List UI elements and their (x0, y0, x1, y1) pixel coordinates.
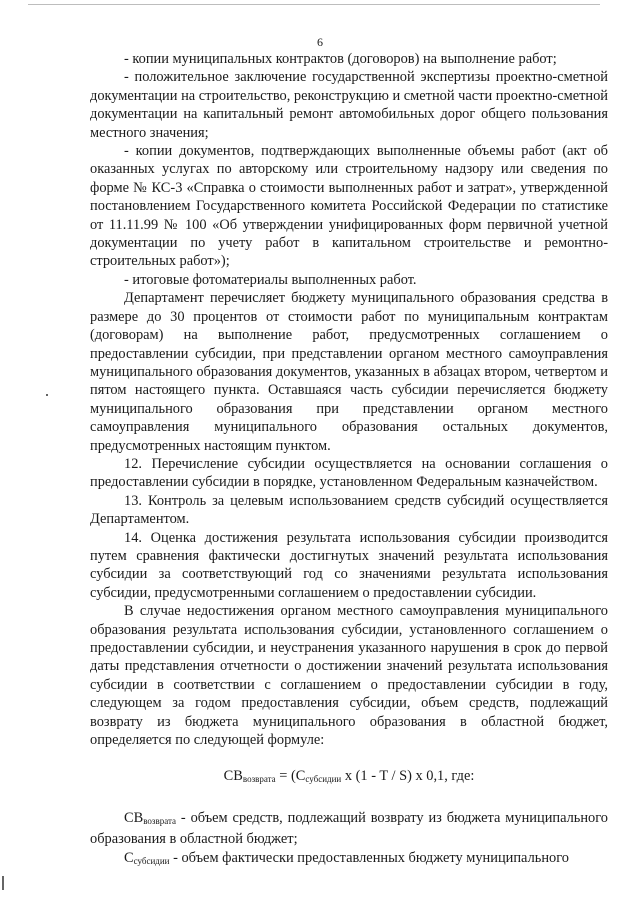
document-body (90, 50, 608, 870)
formula-lhs-sub: возврата (242, 774, 276, 785)
definition-c-subsidy (90, 849, 608, 870)
paragraph-expertise: - положительное заключение государственной экспертизы проектно-сметной документации на строительство, реконструкцию и сметной части проектно-сметной документации на капитальный ремонт автомобильных дорог общего пользования местного значения; (90, 69, 608, 141)
scan-margin-mark (2, 876, 4, 890)
refund-formula (90, 767, 608, 788)
paragraph-item-14: 14. Оценка достижения результата использования субсидии производится путем сравнения фактически достигнутых значений результата использования субсидии за соответствующий год со значениями результата использования субсидии, предусмотренными соглашением о предоставлении субсидии. (90, 529, 608, 601)
paragraph-department-transfer: Департамент перечисляет бюджету муниципального образования средства в размере до 30 процентов от стоимости работ по муниципальным контрактам (договорам) на выполнение работ, предусмотренных соглашением о предоставлении субсидии, при представлении органом местного самоуправления муниципального образования документов, указанных в абзацах втором, четвертом и пятом настоящего пункта. Оставшаяся часть субсидии перечисляется бюджету муниципального образования при представлении органом местного самоуправления муниципального образования остальных документов, предусмотренных настоящим пунктом. (90, 290, 608, 454)
paragraph-contract-copies: - копии муниципальных контрактов (договоров) на выполнение работ; (124, 51, 557, 67)
scan-edge-line (28, 4, 600, 6)
definition-cb-refund (90, 809, 608, 849)
def-symbol: CB (124, 809, 144, 826)
def-symbol-sub: субсидии (133, 855, 170, 866)
def-text: - объем фактически предоставленных бюджету муниципального (169, 849, 569, 866)
def-symbol: C (124, 849, 134, 866)
formula-eq: = (C (275, 768, 306, 785)
paragraph-work-documents: - копии документов, подтверждающих выполненные объемы работ (акт об оказанных услугах по авторскому или строительному надзору или сведения по форме № КС-3 «Справка о стоимости выполненных работ и затрат», утвержденной постановлением Государственного комитета Российской Федерации по статистике от 11.11.99 № 100 «Об утверждении унифицированных форм первичной учетной документации по учету работ в капитальном строительстве и ремонтно-строительных работ»); (90, 143, 608, 270)
def-text: - объем средств, подлежащий возврату из бюджета муниципального образования в областной бюджет; (90, 809, 608, 848)
formula-lhs: CB (223, 768, 243, 785)
paragraph-item-12: 12. Перечисление субсидии осуществляется на основании соглашения о предоставлении субсидии в порядке, установленном Федеральным казначейством. (90, 455, 608, 491)
paragraph-item-13: 13. Контроль за целевым использованием средств субсидий осуществляется Департаментом. (90, 492, 608, 528)
page-number: 6 (317, 35, 323, 49)
paragraph-photo-materials: - итоговые фотоматериалы выполненных работ. (124, 271, 417, 288)
formula-rest: x (1 - T / S) x 0,1, где: (341, 768, 475, 785)
formula-rhs-sub: субсидии (305, 774, 342, 785)
scan-speck (46, 394, 48, 396)
def-symbol-sub: возврата (143, 815, 176, 826)
paragraph-non-achievement: В случае недостижения органом местного самоуправления муниципального образования результата использования субсидии, установленного соглашением о предоставлении субсидии, и неустранения указанного нарушения в срок до первой даты представления отчетности о достижении значений результата использования субсидии в соответствии с соглашением о предоставлении субсидии в году, следующем за годом предоставления субсидии, объем средств, подлежащий возврату из бюджета муниципального образования в областной бюджет, определяется по следующей формуле: (90, 603, 608, 749)
